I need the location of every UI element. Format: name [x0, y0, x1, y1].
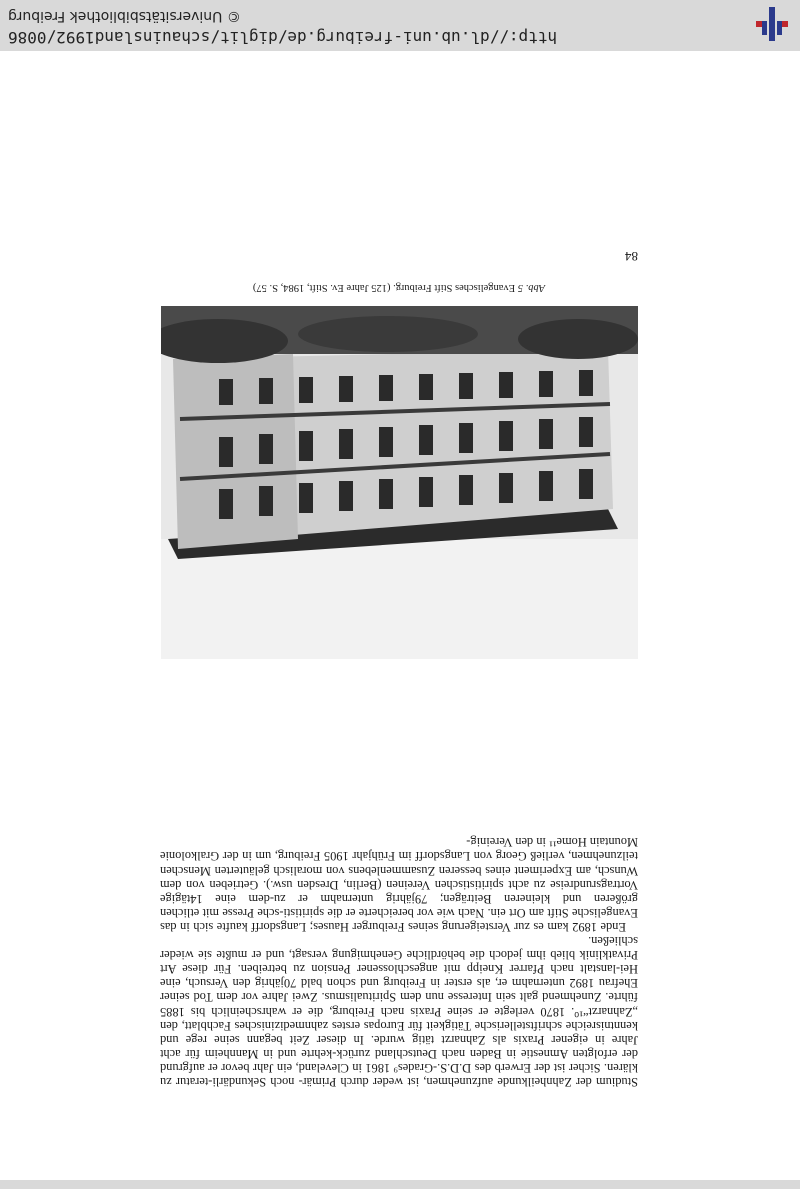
caption-label: Abb. 5 — [517, 282, 546, 293]
page-number: 84 — [625, 249, 638, 264]
building-photo — [161, 306, 638, 659]
repository-footer-bar — [0, 0, 800, 51]
copyright-credit: © Universitätsbibliothek Freiburg — [8, 8, 241, 24]
paragraph-1: Studium der Zahnheilkunde aufzunehmen, ist weder durch Primär- noch Sekundärli-teratur zu klären. Sicher ist der Erwerb des D.D.S.-Grades⁹ 1861 in Cleveland, ein Jahr bevor er aufgrund der erfolgten Amnestie in Baden nach Deutschland zurück-kehrte und in Mannheim für acht Jahre in eigener Praxis als Zahnarzt tätig wurde. In dieser Zeit begann seine rege und kenntnisreiche schriftstellerische Tätigkeit für Europas erstes zahnmedizinisches Fachblatt, den „Zahnarzt“¹⁰. 1870 verlegte er seine Praxis nach Freiburg, die er wahrscheinlich bis 1885 führte. Zunehmend galt sein Interesse nun dem Spiritualismus. Zwei Jahre vor dem Tod seiner Ehefrau 1892 unternahm er, als erster in Freiburg und schon bald 70jährig den Versuch, eine Hei-lanstalt nach Pfarrer Kneipp mit angeschlossener Pension zu betreiben. Für diese Art Privatklinik blieb ihm jedoch die behördliche Genehmigung versagt, und er mußte sie wieder schließen. — [160, 934, 638, 1089]
figure-caption — [160, 282, 638, 293]
bottom-edge-strip — [0, 1180, 800, 1189]
ub-freiburg-logo-icon — [752, 5, 792, 43]
body-text — [160, 835, 638, 1089]
source-url-link[interactable]: http://dl.ub.uni-freiburg.de/diglit/schauinsland1992/0086 — [8, 28, 558, 47]
caption-text: Evangelisches Stift Freiburg. (125 Jahre Ev. Stift, 1984, S. 57) — [252, 282, 516, 293]
paragraph-2: Ende 1892 kam es zur Versteigerung seines Freiburger Hauses; Langsdorff kaufte sich in das Evangelische Stift am Ort ein. Nach wie vor bereicherte er die spiritisti-sche Presse mit etlichen größeren und kleineren Beiträgen; 79jährig unternahm er zu-dem eine 14tägige Vortragsrundreise zu acht spiritistischen Vereinen (Berlin, Dresden usw.). Getrieben von dem Wunsch, am Experiment eines besseren Zusammenlebens von moralisch geläuterten Menschen teilzunehmen, verließ Georg von Langsdorff im Frühjahr 1905 Freiburg, um in der Gralkolonie Mountain Home¹¹ in den Vereinig- — [160, 835, 638, 934]
